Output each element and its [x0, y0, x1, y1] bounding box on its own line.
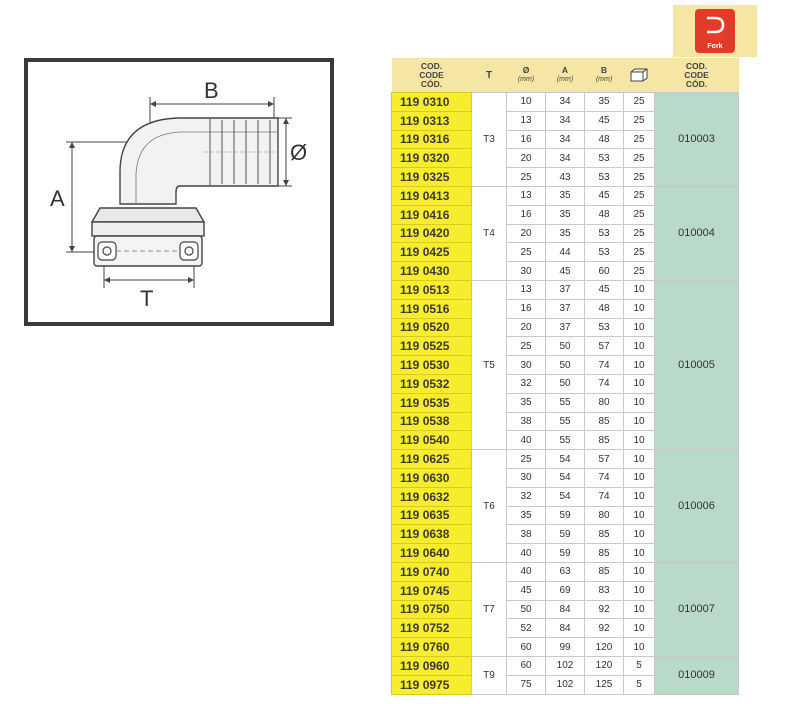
dim-a-cell: 55	[546, 431, 585, 450]
dim-a-cell: 59	[546, 525, 585, 544]
header-b: B (mm)	[585, 58, 624, 93]
diameter-cell: 13	[507, 186, 546, 205]
dim-a-cell: 99	[546, 638, 585, 657]
dim-b-cell: 53	[585, 168, 624, 187]
diameter-cell: 50	[507, 600, 546, 619]
diameter-cell: 20	[507, 318, 546, 337]
header-box	[624, 58, 655, 93]
product-code-cell: 119 0425	[392, 243, 472, 262]
diameter-cell: 30	[507, 356, 546, 375]
dim-b-cell: 85	[585, 544, 624, 563]
dim-b-cell: 74	[585, 356, 624, 375]
box-qty-cell: 10	[624, 468, 655, 487]
diameter-cell: 32	[507, 374, 546, 393]
box-qty-cell: 25	[624, 168, 655, 187]
dim-b-cell: 74	[585, 468, 624, 487]
dim-a-cell: 84	[546, 619, 585, 638]
product-code-cell: 119 0632	[392, 487, 472, 506]
diameter-cell: 52	[507, 619, 546, 638]
dim-b-cell: 53	[585, 149, 624, 168]
table-body	[392, 93, 739, 695]
box-qty-cell: 10	[624, 506, 655, 525]
box-qty-cell: 10	[624, 638, 655, 657]
diameter-cell: 60	[507, 638, 546, 657]
diameter-cell: 45	[507, 581, 546, 600]
dim-b-cell: 85	[585, 525, 624, 544]
dim-diameter-label: Ø	[290, 140, 308, 165]
diameter-cell: 38	[507, 412, 546, 431]
dim-a-cell: 54	[546, 450, 585, 469]
box-qty-cell: 10	[624, 619, 655, 638]
dim-a-cell: 45	[546, 262, 585, 281]
dim-a-cell: 37	[546, 318, 585, 337]
product-code-cell: 119 0625	[392, 450, 472, 469]
dim-a-cell: 59	[546, 506, 585, 525]
box-qty-cell: 10	[624, 525, 655, 544]
dim-a-cell: 54	[546, 487, 585, 506]
product-code-cell: 119 0740	[392, 562, 472, 581]
thread-size-cell: T3	[472, 93, 507, 187]
dim-b-cell: 85	[585, 412, 624, 431]
diameter-cell: 30	[507, 262, 546, 281]
dim-a-cell: 34	[546, 130, 585, 149]
product-code-cell: 119 0760	[392, 638, 472, 657]
technical-drawing	[24, 58, 334, 326]
box-qty-cell: 10	[624, 299, 655, 318]
dim-a-cell: 102	[546, 656, 585, 675]
fork-hook-icon	[704, 14, 726, 36]
dim-a-cell: 34	[546, 93, 585, 112]
box-qty-cell: 10	[624, 600, 655, 619]
dim-a-cell: 43	[546, 168, 585, 187]
dim-b-cell: 85	[585, 431, 624, 450]
header-t: T	[472, 58, 507, 93]
diameter-cell: 25	[507, 450, 546, 469]
dim-a-cell: 54	[546, 468, 585, 487]
product-code-cell: 119 0516	[392, 299, 472, 318]
dim-b-cell: 92	[585, 600, 624, 619]
dim-a-cell: 59	[546, 544, 585, 563]
fork-logo	[673, 5, 757, 57]
dim-b-cell: 74	[585, 487, 624, 506]
diameter-cell: 35	[507, 506, 546, 525]
fork-code-cell: 010009	[655, 656, 739, 694]
product-code-cell: 119 0420	[392, 224, 472, 243]
fork-code-cell: 010006	[655, 450, 739, 563]
product-code-cell: 119 0513	[392, 280, 472, 299]
dim-b-cell: 80	[585, 393, 624, 412]
dim-b-cell: 45	[585, 111, 624, 130]
header-code: COD. CODE CÓD.	[392, 58, 472, 93]
table-row	[392, 93, 739, 112]
dim-a-cell: 35	[546, 205, 585, 224]
dim-b-cell: 120	[585, 656, 624, 675]
dim-t-label: T	[140, 286, 154, 311]
dim-a-cell: 50	[546, 374, 585, 393]
table-header-row	[392, 58, 739, 93]
product-code-cell: 119 0316	[392, 130, 472, 149]
box-qty-cell: 10	[624, 581, 655, 600]
table-row	[392, 280, 739, 299]
thread-size-cell: T4	[472, 186, 507, 280]
box-qty-cell: 25	[624, 149, 655, 168]
dim-b-cell: 53	[585, 243, 624, 262]
product-code-cell: 119 0975	[392, 675, 472, 694]
box-qty-cell: 10	[624, 393, 655, 412]
table-row	[392, 450, 739, 469]
diameter-cell: 20	[507, 149, 546, 168]
box-qty-cell: 25	[624, 186, 655, 205]
product-code-cell: 119 0960	[392, 656, 472, 675]
dim-a-cell: 102	[546, 675, 585, 694]
diameter-cell: 32	[507, 487, 546, 506]
diameter-cell: 60	[507, 656, 546, 675]
box-qty-cell: 25	[624, 93, 655, 112]
product-code-cell: 119 0535	[392, 393, 472, 412]
dim-a-cell: 34	[546, 111, 585, 130]
table-row	[392, 186, 739, 205]
dim-b-cell: 92	[585, 619, 624, 638]
thread-size-cell: T5	[472, 280, 507, 449]
box-qty-cell: 10	[624, 431, 655, 450]
header-diameter: Ø (mm)	[507, 58, 546, 93]
dim-a-cell: 84	[546, 600, 585, 619]
dim-a-cell: 34	[546, 149, 585, 168]
box-qty-cell: 5	[624, 675, 655, 694]
dim-a-cell: 44	[546, 243, 585, 262]
product-code-cell: 119 0525	[392, 337, 472, 356]
dim-b-cell: 83	[585, 581, 624, 600]
thread-size-cell: T6	[472, 450, 507, 563]
box-qty-cell: 10	[624, 544, 655, 563]
dim-b-cell: 85	[585, 562, 624, 581]
thread-size-cell: T7	[472, 562, 507, 656]
dim-b-cell: 53	[585, 224, 624, 243]
header-fork-code: COD. CODE CÓD.	[655, 58, 739, 93]
box-qty-cell: 25	[624, 111, 655, 130]
fork-code-cell: 010007	[655, 562, 739, 656]
fork-code-cell: 010005	[655, 280, 739, 449]
header-a: A (mm)	[546, 58, 585, 93]
product-code-cell: 119 0430	[392, 262, 472, 281]
diameter-cell: 38	[507, 525, 546, 544]
box-qty-cell: 25	[624, 262, 655, 281]
fork-code-cell: 010003	[655, 93, 739, 187]
diameter-cell: 40	[507, 562, 546, 581]
dim-b-cell: 57	[585, 337, 624, 356]
nut-top	[92, 208, 204, 222]
product-code-cell: 119 0750	[392, 600, 472, 619]
fork-code-cell: 010004	[655, 186, 739, 280]
box-qty-cell: 10	[624, 450, 655, 469]
dim-b-cell: 48	[585, 130, 624, 149]
dim-b-cell: 74	[585, 374, 624, 393]
dim-a-cell: 69	[546, 581, 585, 600]
dim-a-cell: 63	[546, 562, 585, 581]
product-code-cell: 119 0540	[392, 431, 472, 450]
box-icon	[630, 68, 648, 82]
fork-badge	[695, 9, 735, 53]
dim-a-cell: 35	[546, 224, 585, 243]
dim-a-cell: 55	[546, 412, 585, 431]
table-row	[392, 562, 739, 581]
product-code-cell: 119 0752	[392, 619, 472, 638]
product-code-cell: 119 0313	[392, 111, 472, 130]
box-qty-cell: 25	[624, 224, 655, 243]
box-qty-cell: 5	[624, 656, 655, 675]
dim-b-cell: 45	[585, 280, 624, 299]
elbow-body	[120, 118, 278, 204]
product-code-cell: 119 0325	[392, 168, 472, 187]
product-code-cell: 119 0638	[392, 525, 472, 544]
dim-b-cell: 53	[585, 318, 624, 337]
product-code-cell: 119 0635	[392, 506, 472, 525]
dim-b-cell: 48	[585, 205, 624, 224]
product-code-cell: 119 0530	[392, 356, 472, 375]
dim-b-cell: 80	[585, 506, 624, 525]
dim-b-label: B	[204, 78, 219, 103]
product-code-cell: 119 0538	[392, 412, 472, 431]
box-qty-cell: 10	[624, 280, 655, 299]
dim-b-cell: 125	[585, 675, 624, 694]
box-qty-cell: 10	[624, 412, 655, 431]
diameter-cell: 20	[507, 224, 546, 243]
product-code-cell: 119 0416	[392, 205, 472, 224]
table-row	[392, 656, 739, 675]
product-code-cell: 119 0630	[392, 468, 472, 487]
dim-b-cell: 60	[585, 262, 624, 281]
dim-a-label: A	[50, 186, 65, 211]
box-qty-cell: 10	[624, 374, 655, 393]
box-qty-cell: 10	[624, 562, 655, 581]
dim-a-cell: 50	[546, 356, 585, 375]
product-code-cell: 119 0320	[392, 149, 472, 168]
product-code-cell: 119 0532	[392, 374, 472, 393]
product-code-cell: 119 0310	[392, 93, 472, 112]
diameter-cell: 13	[507, 280, 546, 299]
diameter-cell: 35	[507, 393, 546, 412]
diameter-cell: 10	[507, 93, 546, 112]
dim-b-cell: 45	[585, 186, 624, 205]
dim-b-cell: 35	[585, 93, 624, 112]
box-qty-cell: 25	[624, 243, 655, 262]
fork-logo-text: Fork	[707, 43, 723, 50]
diameter-cell: 25	[507, 168, 546, 187]
diameter-cell: 30	[507, 468, 546, 487]
dim-a-cell: 35	[546, 186, 585, 205]
box-qty-cell: 10	[624, 487, 655, 506]
dim-a-cell: 55	[546, 393, 585, 412]
dim-b-cell: 57	[585, 450, 624, 469]
dim-b-cell: 48	[585, 299, 624, 318]
box-qty-cell: 10	[624, 337, 655, 356]
diameter-cell: 16	[507, 299, 546, 318]
elbow-fitting-diagram	[28, 62, 330, 322]
diameter-cell: 25	[507, 243, 546, 262]
box-qty-cell: 25	[624, 130, 655, 149]
box-qty-cell: 10	[624, 356, 655, 375]
diameter-cell: 13	[507, 111, 546, 130]
diameter-cell: 16	[507, 205, 546, 224]
product-code-cell: 119 0745	[392, 581, 472, 600]
product-code-cell: 119 0640	[392, 544, 472, 563]
product-code-cell: 119 0520	[392, 318, 472, 337]
diameter-cell: 16	[507, 130, 546, 149]
thread-size-cell: T9	[472, 656, 507, 694]
dim-a-cell: 37	[546, 299, 585, 318]
diameter-cell: 25	[507, 337, 546, 356]
dim-b-cell: 120	[585, 638, 624, 657]
spec-table	[391, 58, 739, 695]
dim-a-cell: 37	[546, 280, 585, 299]
diameter-cell: 40	[507, 431, 546, 450]
dim-a-cell: 50	[546, 337, 585, 356]
box-qty-cell: 25	[624, 205, 655, 224]
box-qty-cell: 10	[624, 318, 655, 337]
product-code-cell: 119 0413	[392, 186, 472, 205]
diameter-cell: 75	[507, 675, 546, 694]
diameter-cell: 40	[507, 544, 546, 563]
